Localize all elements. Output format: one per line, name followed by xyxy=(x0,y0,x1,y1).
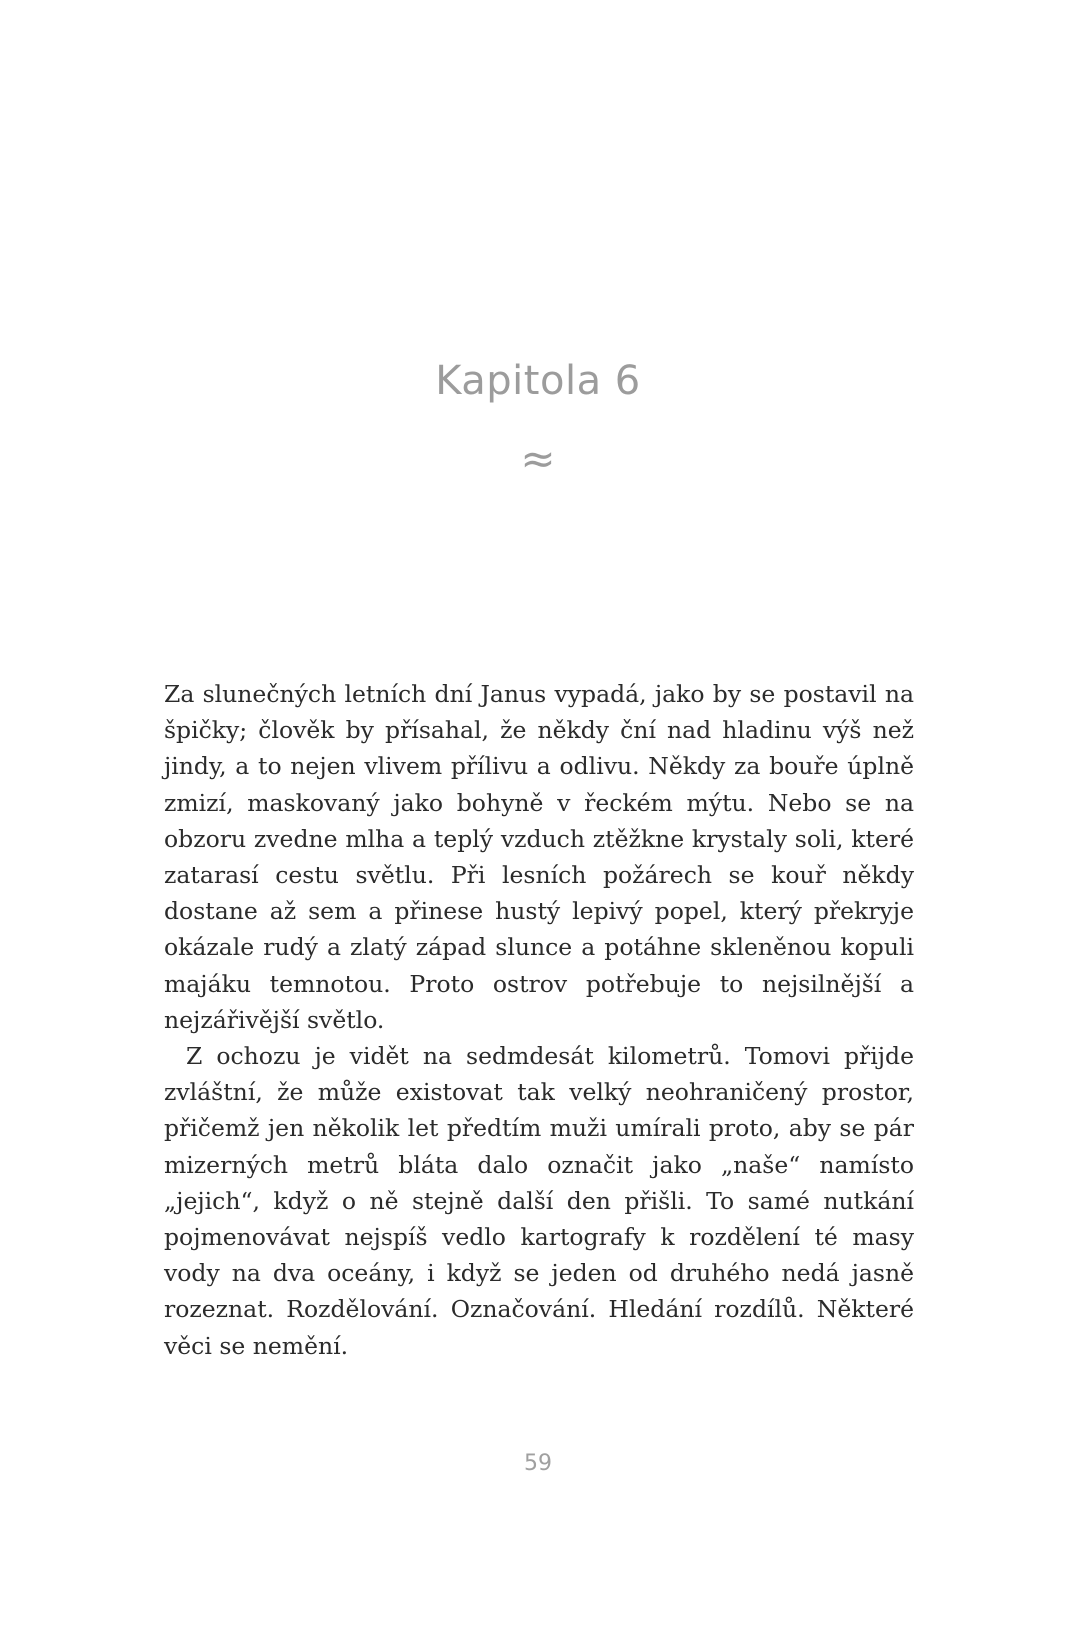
body-text xyxy=(164,676,914,1364)
paragraph: Z ochozu je vidět na sedmdesát kilometrů. Tomovi přijde zvláštní, že může existovat tak velký neohraničený prostor, přičemž jen několik let předtím muži umírali proto, aby se pár mizerných metrů bláta dalo označit jako „naše“ namísto „jejich“, když o ně stejně další den přišli. To samé nutkání pojmenovávat nejspíš vedlo kartografy k rozdělení té masy vody na dva oceány, i když se jeden od druhého nedá jasně rozeznat. Rozdělování. Označování. Hledání rozdílů. Některé věci se nemění. xyxy=(164,1042,914,1360)
chapter-ornament: ≈ xyxy=(520,434,556,483)
paragraph: Za slunečných letních dní Janus vypadá, jako by se postavil na špičky; člověk by přísahal, že někdy ční nad hladinu výš než jindy, a to nejen vlivem přílivu a odlivu. Někdy za bouře úplně zmizí, maskovaný jako bohyně v řeckém mýtu. Nebo se na obzoru zvedne mlha a teplý vzduch ztěžkne krystaly soli, které zatarasí cestu světlu. Při lesních požárech se kouř někdy dostane až sem a přinese hustý lepivý popel, který překryje okázale rudý a zlatý západ slunce a potáhne skleněnou kopuli majáku temnotou. Proto ostrov potřebuje to nejsilnější a nejzářivější světlo. xyxy=(164,680,914,1034)
page-number: 59 xyxy=(524,1451,552,1476)
chapter-title: Kapitola 6 xyxy=(435,358,641,404)
